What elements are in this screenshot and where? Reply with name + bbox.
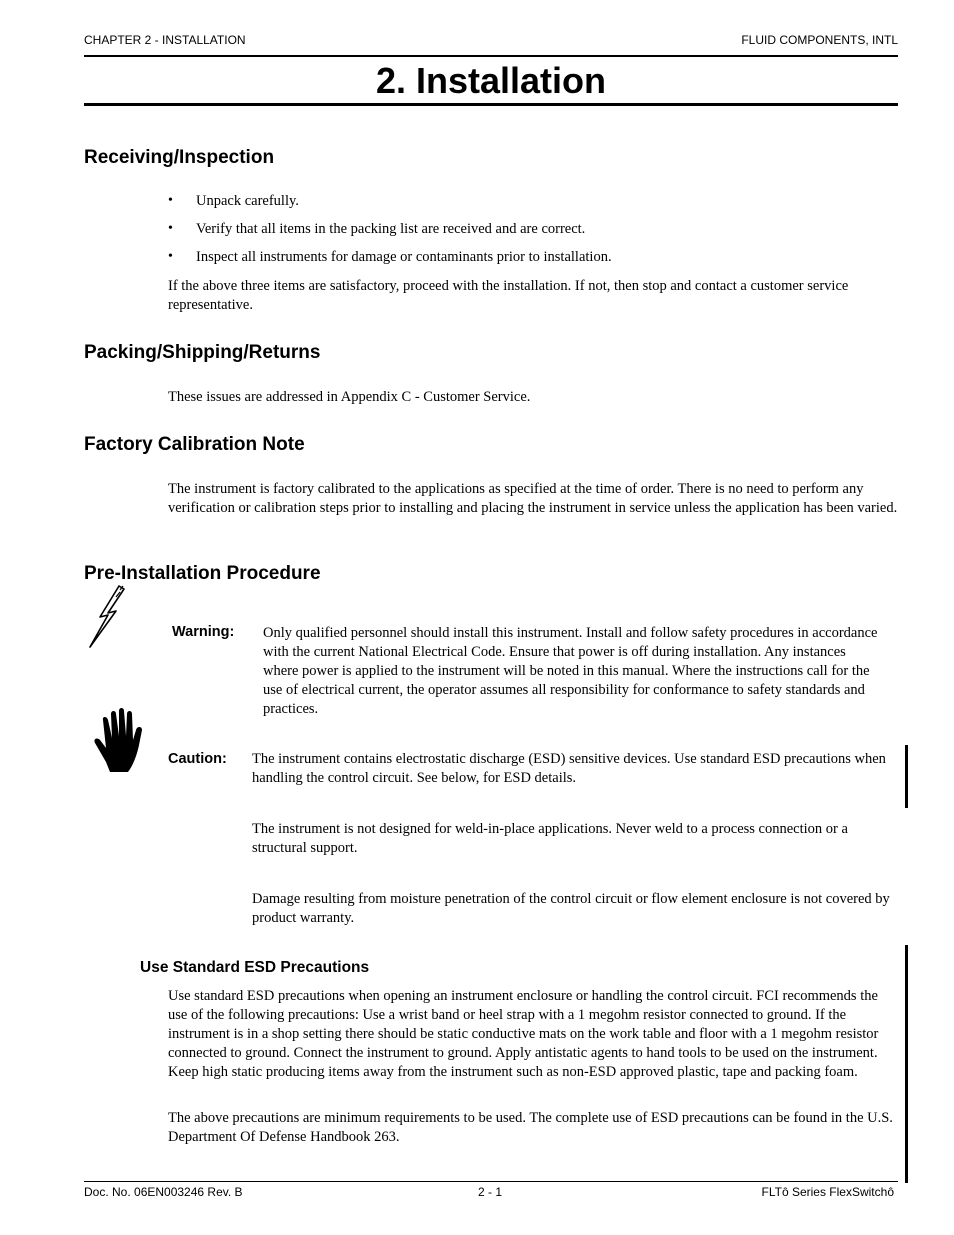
packing-paragraph: These issues are addressed in Appendix C - Customer Service.	[168, 389, 531, 405]
calibration-paragraph: The instrument is factory calibrated to the applications as specified at the time of order. There is no need to perform any verification or calibration steps prior to installing and placing the instrument in service unless the application has been varied.	[168, 481, 898, 516]
subsection-heading-esd: Use Standard ESD Precautions	[140, 959, 370, 976]
list-item-text: Verify that all items in the packing list are received and are correct.	[196, 221, 586, 237]
running-header-chapter: CHAPTER 2 - INSTALLATION	[84, 33, 246, 47]
title-rule	[84, 103, 898, 106]
change-bar	[905, 945, 908, 1183]
bullet-icon: •	[168, 249, 173, 264]
footer-product-name: FLTô Series FlexSwitchô	[761, 1185, 894, 1199]
lightning-bolt-icon	[86, 585, 130, 649]
esd-paragraph: The above precautions are minimum requirements to be used. The complete use of ESD precautions can be found in the U.S. Department Of Defense Handbook 263.	[168, 1110, 893, 1145]
running-header-company: FLUID COMPONENTS, INTL	[741, 33, 898, 47]
section-heading-calibration: Factory Calibration Note	[84, 434, 305, 455]
caution-text: The instrument is not designed for weld-in-place applications. Never weld to a process connection or a structural support.	[252, 821, 848, 856]
stop-hand-icon	[90, 708, 144, 774]
warning-text: Only qualified personnel should install this instrument. Install and follow safety procedures in accordance with the current National Electrical Code. Ensure that power is off during installation. Any instances where power is applied to the instrument will be noted in this manual. Where the instructions call for the use of electrical current, the operator assumes all responsibility for conformance to safety standards and practices.	[263, 625, 878, 717]
esd-paragraph: Use standard ESD precautions when opening an instrument enclosure or handling the control circuit. FCI recommends the use of the following precautions: Use a wrist band or heel strap with a 1 megohm resistor connected to ground. If the instrument is in a shop setting there should be static conductive mats on the work table and floor with a 1 megohm resistor connected to ground. Connect the instrument to ground. Apply antistatic agents to hand tools to be used on the instrument. Keep high static producing items away from the instrument such as non-ESD approved plastic, tape and packing foam.	[168, 988, 879, 1080]
caution-text: The instrument contains electrostatic discharge (ESD) sensitive devices. Use standard ESD precautions when handling the control circuit. See below, for ESD details.	[252, 751, 886, 786]
footer-page-number: 2 - 1	[478, 1185, 503, 1199]
bullet-icon: •	[168, 193, 173, 208]
warning-label: Warning:	[172, 624, 235, 640]
header-rule	[84, 55, 898, 57]
page-title: 2. Installation	[375, 60, 607, 101]
section-heading-packing: Packing/Shipping/Returns	[84, 342, 321, 363]
caution-label: Caution:	[168, 751, 227, 767]
section-heading-preinstall: Pre-Installation Procedure	[84, 563, 321, 584]
list-item-text: Unpack carefully.	[196, 193, 299, 209]
receiving-paragraph: If the above three items are satisfactory, proceed with the installation. If not, then stop and contact a customer service representative.	[168, 278, 849, 313]
footer-doc-number: Doc. No. 06EN003246 Rev. B	[84, 1185, 243, 1199]
footer-rule	[84, 1181, 898, 1182]
list-item-text: Inspect all instruments for damage or contaminants prior to installation.	[196, 249, 612, 265]
caution-text: Damage resulting from moisture penetration of the control circuit or flow element enclosure is not covered by product warranty.	[252, 891, 890, 926]
bullet-icon: •	[168, 221, 173, 236]
change-bar	[905, 745, 908, 808]
section-heading-receiving: Receiving/Inspection	[84, 147, 275, 168]
